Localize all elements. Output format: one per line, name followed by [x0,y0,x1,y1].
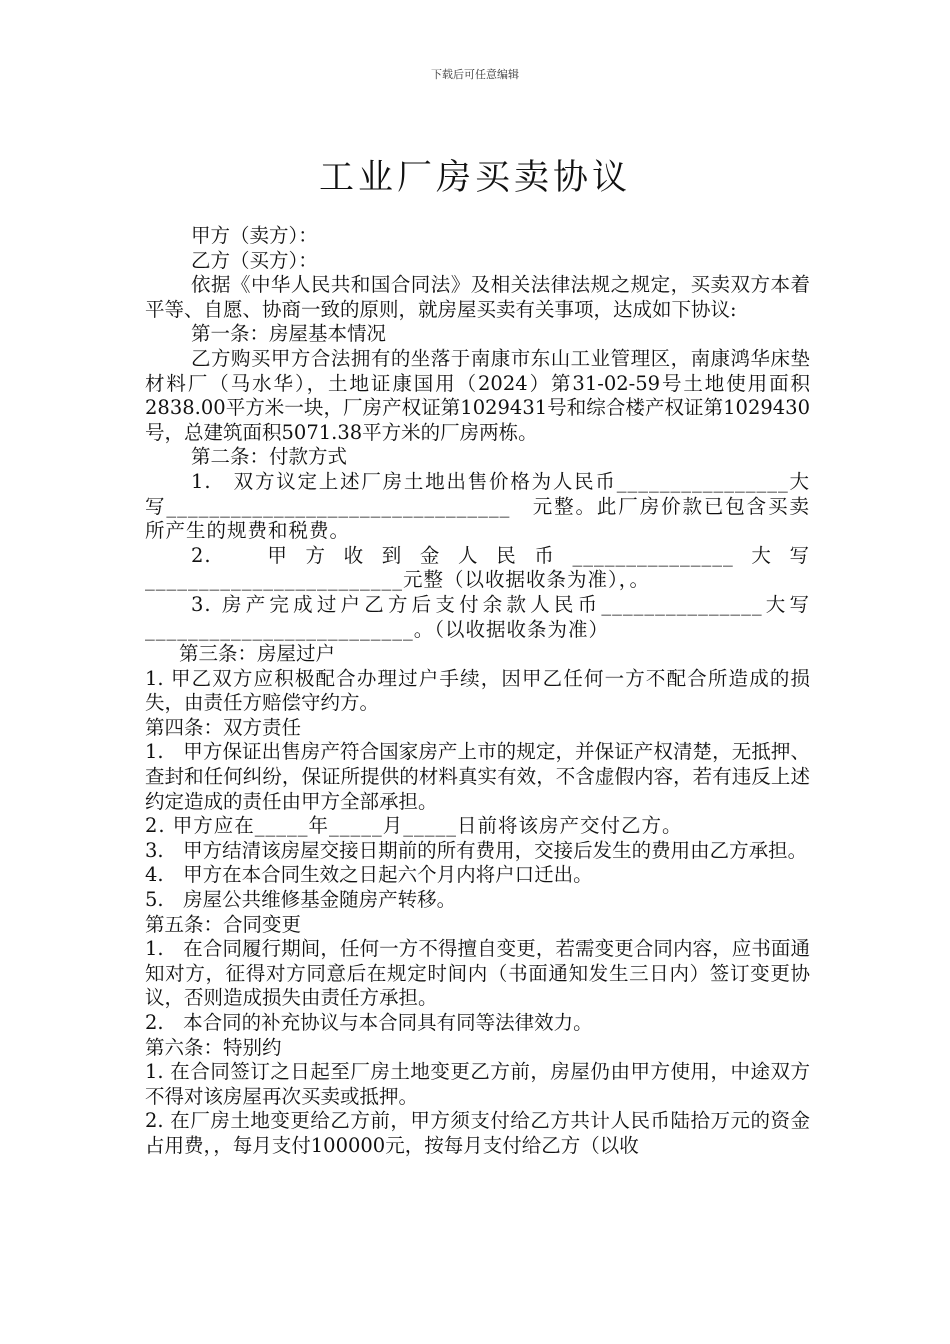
article-4-item-5: 5. 房屋公共维修基金随房产转移。 [145,888,457,912]
article-4-item-2: 2. 甲方应在_____年_____月_____日前将该房产交付乙方。 [145,814,683,838]
article-2-item-2: 2. 甲方收到金人民币_______________大写________________________元整（以收据收条为准），。 [145,543,810,592]
article-2-item-3: 3. 房产完成过户乙方后支付余款人民币_______________大写_________________________。（以收据收条为准） [145,592,810,641]
preamble-paragraph: 依据《中华人民共和国合同法》及相关法律法规之规定，买卖双方本着平等、自愿、协商一致的原则，就房屋买卖有关事项，达成如下协议: [145,273,810,321]
article-1-heading: 第一条：房屋基本情况 [191,322,387,346]
article-2-item-1: 1. 双方议定上述厂房土地出售价格为人民币________________大写________________________________ 元整。此厂房价款已包含买卖所产生的规费和税费。 [145,469,810,543]
article-3-item-1: 1. 甲乙双方应积极配合办理过户手续，因甲乙任何一方不配合所造成的损失，由责任方赔偿守约方。 [145,666,810,715]
article-4-heading: 第四条：双方责任 [145,715,302,739]
article-4-item-4: 4. 甲方在本合同生效之日起六个月内将户口迁出。 [145,863,593,887]
article-5-item-2: 2. 本合同的补充协议与本合同具有同等法律效力。 [145,1011,593,1034]
article-5-heading: 第五条：合同变更 [145,912,302,936]
article-4-item-1: 1. 甲方保证出售房产符合国家房产上市的规定，并保证产权清楚，无抵押、查封和任何纠纷，保证所提供的材料真实有效，不含虚假内容，若有违反上述约定造成的责任由甲方全部承担。 [145,740,810,813]
document-title: 工业厂房买卖协议 [318,158,631,198]
article-1-body: 乙方购买甲方合法拥有的坐落于南康市东山工业管理区，南康鸿华床垫材料厂（马水华），土地证康国用（2024）第31-02-59号土地使用面积2838.00平方米一块，厂房产权证第1029431号和综合楼产权证第1029430号，总建筑面积5071.38平方米的厂房两栋。 [145,346,810,444]
article-4-item-3: 3. 甲方结清该房屋交接日期前的所有费用，交接后发生的费用由乙方承担。 [145,838,808,862]
article-3-heading: 第三条：房屋过户 [179,642,336,666]
document-body [145,224,810,1159]
article-6-heading: 第六条：特别约 [145,1035,282,1059]
article-6-item-1: 1. 在合同签订之日起至厂房土地变更乙方前，房屋仍由甲方使用，中途双方不得对该房屋再次买卖或抵押。 [145,1060,810,1108]
article-6-item-2: 2. 在厂房土地变更给乙方前，甲方须支付给乙方共计人民币陆拾万元的资金占用费，，每月支付100000元，按每月支付给乙方（以收 [145,1109,810,1157]
party-b-line: 乙方（买方）： [191,248,318,272]
article-2-heading: 第二条：付款方式 [191,445,348,469]
article-5-item-1: 1. 在合同履行期间，任何一方不得擅自变更，若需变更合同内容，应书面通知对方，征得对方同意后在规定时间内（书面通知发生三日内）签订变更协议，否则造成损失由责任方承担。 [145,937,810,1010]
header-note: 下载后可任意编辑 [431,68,519,81]
party-a-line: 甲方（卖方）： [191,224,318,247]
